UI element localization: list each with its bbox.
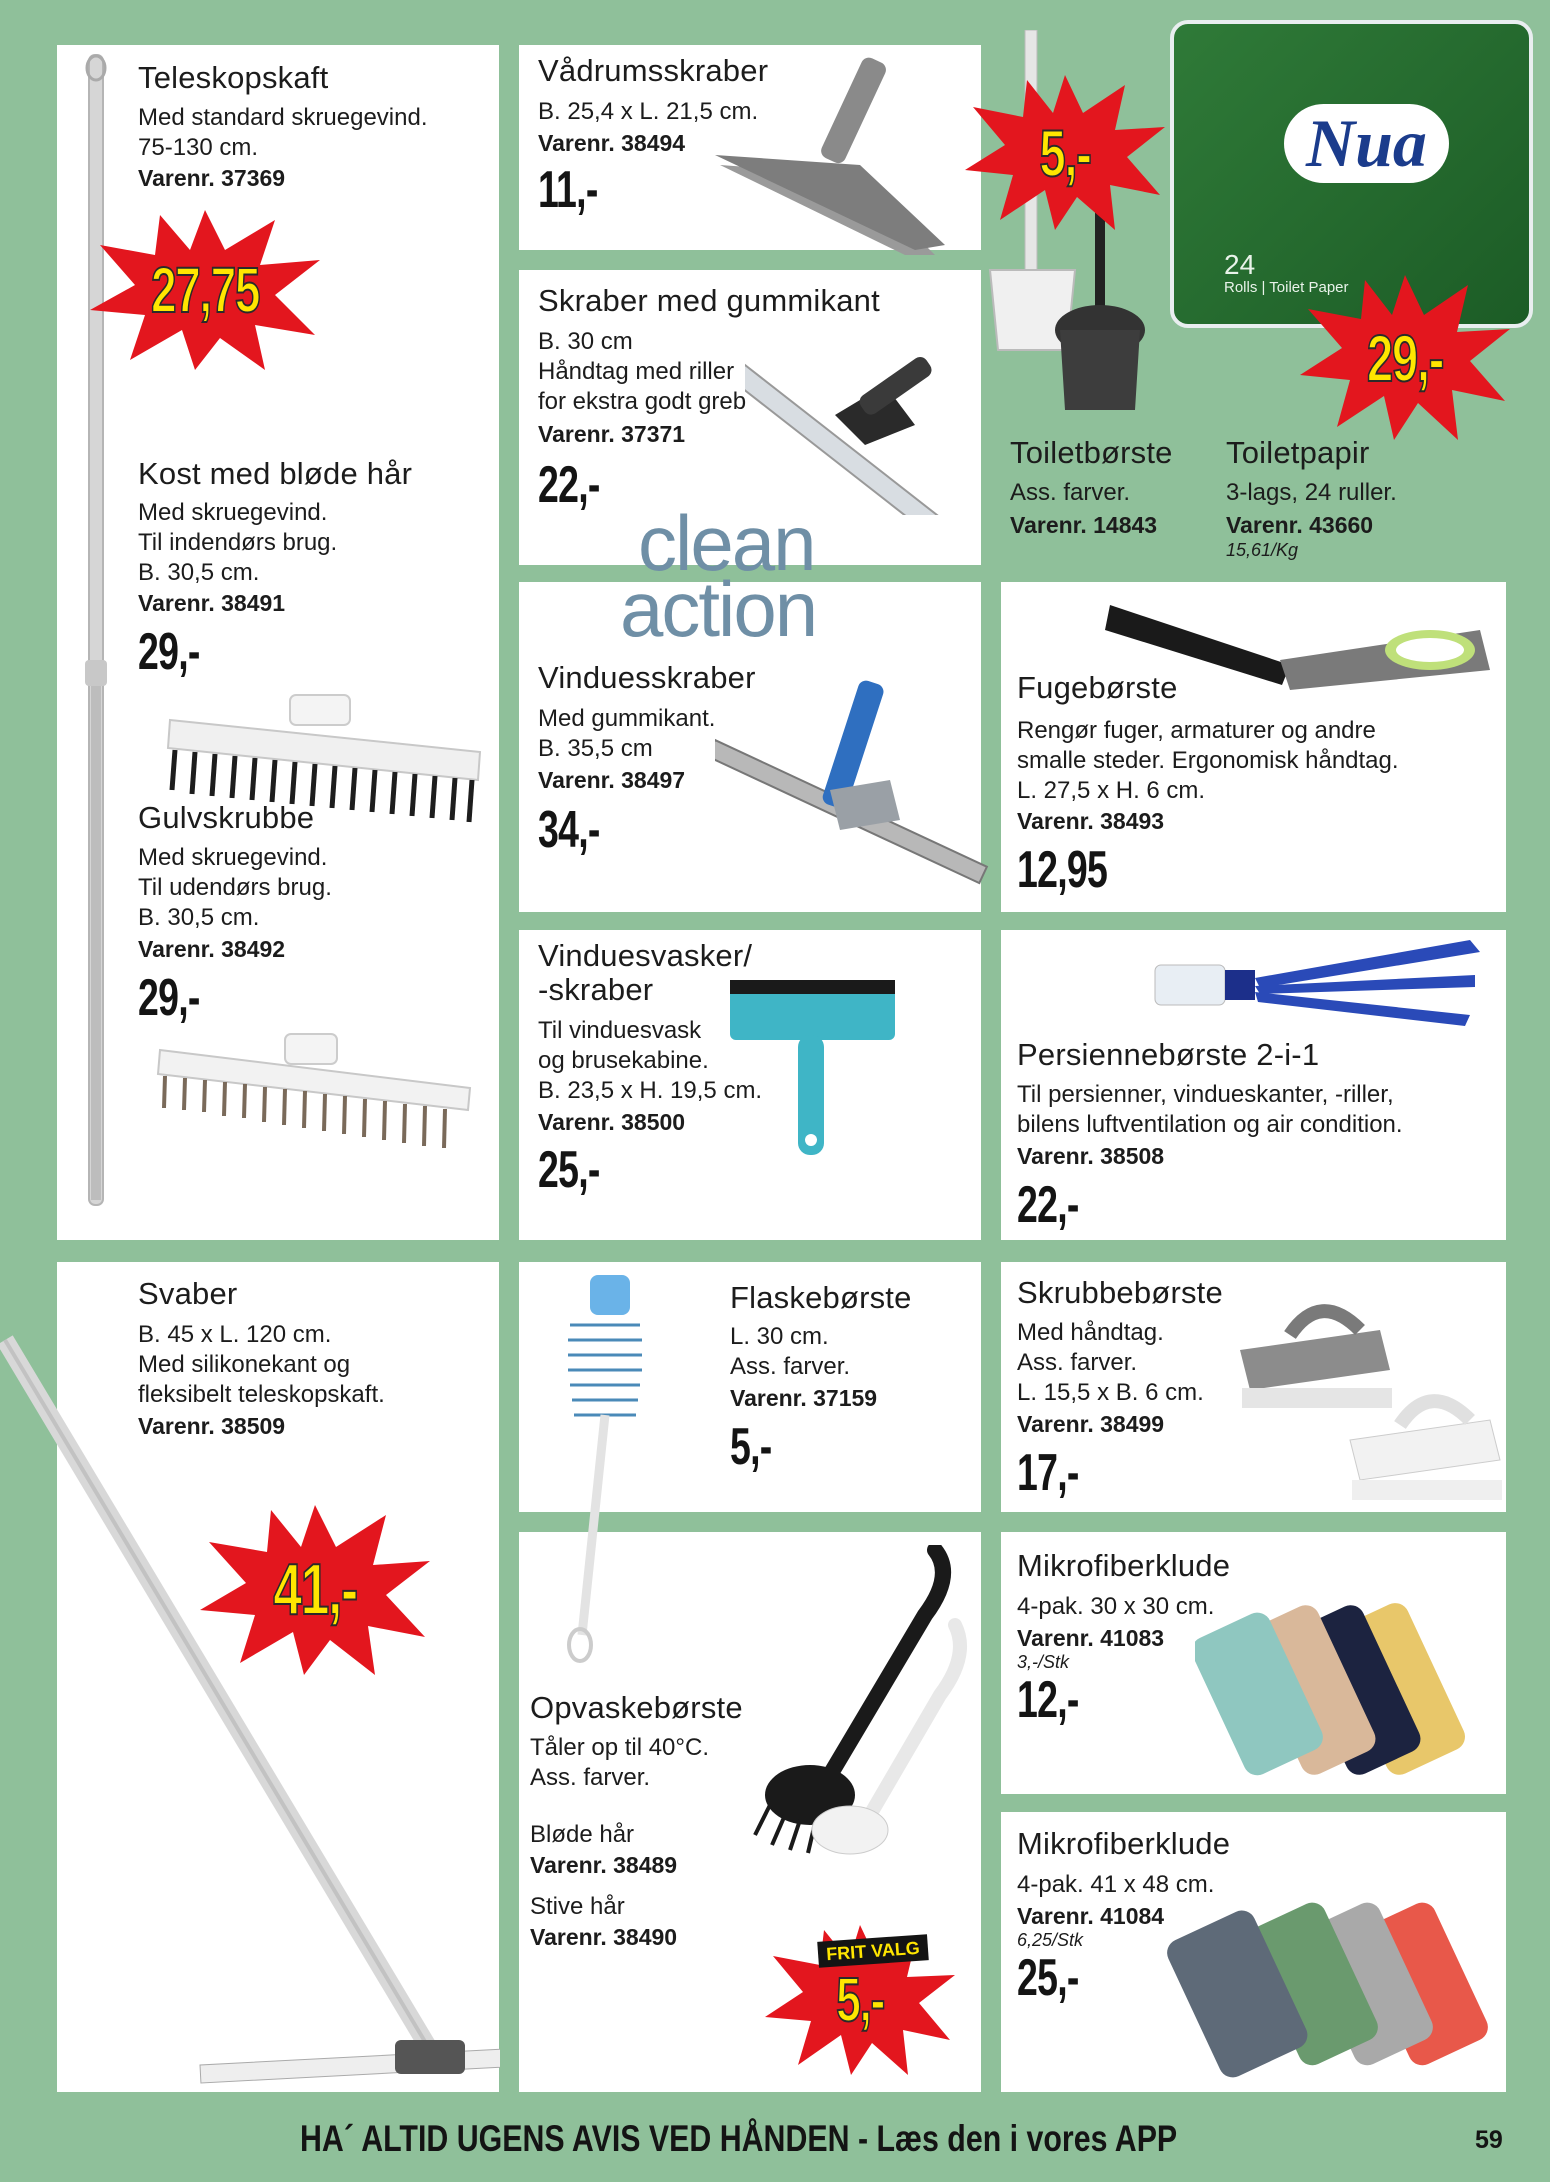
product-varenr: Varenr. 38509: [138, 1413, 286, 1439]
product-varenr: Varenr. 41084: [1017, 1903, 1165, 1929]
product-desc-line: smalle steder. Ergonomisk håndtag.: [1017, 747, 1399, 774]
price-burst-toiletpapir: 29,-: [1300, 275, 1510, 440]
product-title-opvask: Opvaskebørste: [530, 1690, 743, 1725]
microfiber-cloths-small-image: [1195, 1600, 1505, 1785]
dish-brush-image: [740, 1545, 975, 1865]
product-desc-line: B. 30,5 cm.: [138, 559, 260, 586]
product-desc-line: Til udendørs brug.: [138, 874, 332, 901]
product-desc-line: Med håndtag.: [1017, 1319, 1164, 1346]
product-varenr: Varenr. 38494: [538, 130, 686, 156]
product-varenr: Varenr. 38489: [530, 1852, 678, 1878]
product-varenr: Varenr. 37371: [538, 421, 686, 447]
product-title-vinduesvasker: Vinduesvasker/: [538, 938, 753, 973]
product-desc-line: Ass. farver.: [1010, 479, 1131, 506]
product-price-fugeborste: 12,95: [1017, 841, 1108, 899]
product-desc-line: 3-lags, 24 ruller.: [1226, 479, 1397, 506]
pack-subtitle: Rolls | Toilet Paper: [1224, 279, 1349, 296]
product-desc-line: L. 27,5 x H. 6 cm.: [1017, 777, 1206, 804]
product-varenr: Varenr. 38492: [138, 936, 286, 962]
window-washer-image: [730, 980, 900, 1170]
product-price-gulvskrubbe: 29,-: [138, 969, 200, 1027]
product-desc-line: fleksibelt teleskopskaft.: [138, 1381, 385, 1408]
product-desc-line: Håndtag med riller: [538, 358, 735, 385]
price-burst-svaber: 41,-: [200, 1505, 430, 1675]
price-burst-toiletborste: 5,-: [965, 75, 1165, 230]
product-price-vadrum: 11,-: [538, 161, 598, 219]
product-price-kost: 29,-: [138, 623, 200, 681]
product-desc-line: 4-pak. 41 x 48 cm.: [1017, 1871, 1215, 1898]
product-desc-line: Ass. farver.: [1017, 1349, 1138, 1376]
price-burst-teleskopskaft: 27,75: [90, 210, 320, 370]
product-price-vinduesvasker: 25,-: [538, 1141, 600, 1199]
product-price-skrubbe: 17,-: [1017, 1444, 1079, 1502]
product-title-vinduesskraber: Vinduesskraber: [538, 660, 756, 695]
product-title-mikro1: Mikrofiberklude: [1017, 1548, 1231, 1583]
product-desc-line: bilens luftventilation og air condition.: [1017, 1111, 1403, 1138]
product-desc-line: B. 23,5 x H. 19,5 cm.: [538, 1077, 763, 1104]
product-desc-line: og brusekabine.: [538, 1047, 709, 1074]
product-desc-line: Rengør fuger, armaturer og andre: [1017, 717, 1376, 744]
product-desc-line: B. 35,5 cm: [538, 735, 653, 762]
product-title-svaber: Svaber: [138, 1276, 238, 1311]
nua-brand-logo: Nua: [1284, 104, 1449, 183]
floor-scrubber-image: [150, 1030, 495, 1170]
product-desc-line: Til indendørs brug.: [138, 529, 338, 556]
footer-tagline: HA´ ALTID UGENS AVIS VED HÅNDEN - Læs den i vores APP: [300, 2118, 1178, 2159]
product-title-skraber: Skraber med gummikant: [538, 283, 880, 318]
product-desc-line: L. 30 cm.: [730, 1323, 829, 1350]
product-varenr: Varenr. 38490: [530, 1924, 678, 1950]
product-varenr: Varenr. 38499: [1017, 1411, 1165, 1437]
product-varenr: Varenr. 38493: [1017, 808, 1165, 834]
frit-valg-badge: FRIT VALG: [817, 1934, 929, 1968]
product-desc-line: Tåler op til 40°C.: [530, 1734, 710, 1761]
product-varenr: Varenr. 37159: [730, 1385, 878, 1411]
product-desc-line: Med skruegevind.: [138, 844, 328, 871]
product-price-flaske: 5,-: [730, 1418, 772, 1476]
clean-action-logo: clean action: [620, 499, 817, 653]
product-desc-line: Til vinduesvask: [538, 1017, 702, 1044]
product-title-flaske: Flaskebørste: [730, 1280, 912, 1315]
window-scraper-image: [715, 680, 1010, 900]
microfiber-cloths-large-image: [1150, 1895, 1500, 2090]
product-desc-line: 75-130 cm.: [138, 134, 259, 161]
rubber-squeegee-image: [745, 325, 985, 515]
product-varenr: Varenr. 14843: [1010, 512, 1158, 538]
product-varenr: Varenr. 38508: [1017, 1143, 1165, 1169]
price-burst-opvask: 5,-: [765, 1925, 955, 2075]
product-price-mikro1: 12,-: [1017, 1671, 1079, 1729]
page-number: 59: [1475, 2126, 1503, 2154]
product-title-toiletpapir: Toiletpapir: [1226, 435, 1370, 470]
blind-brush-image: [1150, 930, 1490, 1030]
pack-count: 24: [1224, 249, 1256, 280]
product-price-mikro2: 25,-: [1017, 1949, 1079, 2007]
product-varenr: Varenr. 37369: [138, 165, 286, 191]
product-desc-line: Med gummikant.: [538, 705, 716, 732]
product-desc-line: Ass. farver.: [530, 1764, 651, 1791]
squeegee-mop-image: [0, 1330, 500, 2100]
product-title-teleskopskaft: Teleskopskaft: [138, 60, 329, 95]
product-unit-price: 15,61/Kg: [1226, 540, 1299, 560]
bottle-brush-image: [540, 1275, 670, 1665]
product-desc-line: 4-pak. 30 x 30 cm.: [1017, 1593, 1215, 1620]
product-variant-label: Stive hår: [530, 1893, 625, 1920]
product-varenr: Varenr. 43660: [1226, 512, 1374, 538]
product-title-toiletborste: Toiletbørste: [1010, 435, 1173, 470]
product-desc-line: B. 25,4 x L. 21,5 cm.: [538, 98, 759, 125]
product-title-skrubbe: Skrubbebørste: [1017, 1275, 1223, 1310]
product-unit-price: 3,-/Stk: [1017, 1652, 1070, 1672]
product-title-gulvskrubbe: Gulvskrubbe: [138, 800, 315, 835]
product-varenr: Varenr. 38497: [538, 767, 686, 793]
product-desc-line: Med silikonekant og: [138, 1351, 351, 1378]
product-title-mikro2: Mikrofiberklude: [1017, 1826, 1231, 1861]
product-price-persienne: 22,-: [1017, 1176, 1079, 1234]
product-desc-line: B. 30,5 cm.: [138, 904, 260, 931]
product-varenr: Varenr. 38491: [138, 590, 286, 616]
product-desc-line: Med skruegevind.: [138, 499, 328, 526]
product-desc-line: Ass. farver.: [730, 1353, 851, 1380]
product-price-vinduesskraber: 34,-: [538, 801, 600, 859]
product-title-vinduesvasker-line2: -skraber: [538, 972, 654, 1007]
product-desc-line: Til persienner, vindueskanter, -riller,: [1017, 1081, 1394, 1108]
product-title-persienne: Persiennebørste 2-i-1: [1017, 1037, 1320, 1072]
scrub-brush-image: [1230, 1290, 1505, 1510]
product-title-vadrum: Vådrumsskraber: [538, 53, 769, 88]
product-variant-label: Bløde hår: [530, 1821, 635, 1848]
product-title-fugeborste: Fugebørste: [1017, 670, 1178, 705]
product-varenr: Varenr. 38500: [538, 1109, 686, 1135]
product-desc-line: for ekstra godt greb: [538, 388, 747, 415]
product-desc-line: B. 30 cm: [538, 328, 633, 355]
product-desc-line: Med standard skruegevind.: [138, 104, 428, 131]
product-title-kost: Kost med bløde hår: [138, 456, 413, 491]
product-unit-price: 6,25/Stk: [1017, 1930, 1084, 1950]
product-varenr: Varenr. 41083: [1017, 1625, 1165, 1651]
product-price-skraber: 22,-: [538, 456, 600, 514]
product-desc-line: L. 15,5 x B. 6 cm.: [1017, 1379, 1204, 1406]
product-desc-line: B. 45 x L. 120 cm.: [138, 1321, 332, 1348]
